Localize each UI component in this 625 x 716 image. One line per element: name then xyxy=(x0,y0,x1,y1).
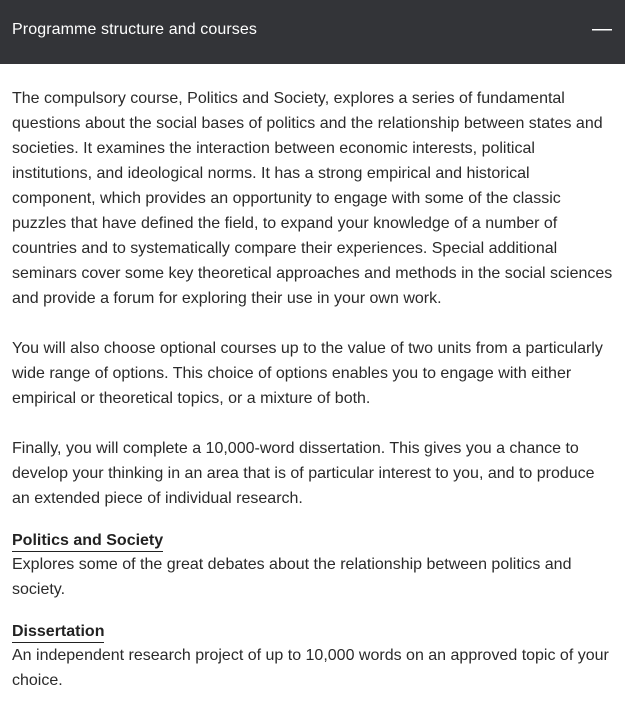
minus-icon[interactable] xyxy=(591,19,613,41)
course-description: Explores some of the great debates about the relationship between politics and society. xyxy=(12,556,572,598)
dissertation-paragraph: Finally, you will complete a 10,000-word dissertation. This gives you a chance to develop your thinking in an area that is of particular interest to you, and to produce an extended piece of individual research. xyxy=(12,440,595,507)
course-item xyxy=(12,531,613,602)
accordion-content xyxy=(0,64,625,693)
intro-paragraph: The compulsory course, Politics and Society, explores a series of fundamental questions about the social bases of politics and the relationship between states and societies. It examines the interaction between economic interests, political institutions, and ideological norms. It has a strong empirical and historical component, which provides an opportunity to engage with some of the classic puzzles that have defined the field, to expand your knowledge of a number of countries and to systematically compare their experiences. Special additional seminars cover some key theoretical approaches and methods in the social sciences and provide a forum for exploring their use in your own work. xyxy=(12,90,613,307)
course-link-dissertation[interactable]: Dissertation xyxy=(12,622,104,643)
course-description: An independent research project of up to 10,000 words on an approved topic of your choice. xyxy=(12,647,609,689)
course-link-politics-and-society[interactable]: Politics and Society xyxy=(12,531,163,552)
course-item xyxy=(12,622,613,693)
accordion-header[interactable] xyxy=(0,0,625,64)
options-paragraph: You will also choose optional courses up to the value of two units from a particularly wide range of options. This choice of options enables you to engage with either empirical or theoretical topics, or a mixture of both. xyxy=(12,340,603,407)
accordion-title: Programme structure and courses xyxy=(12,21,257,38)
